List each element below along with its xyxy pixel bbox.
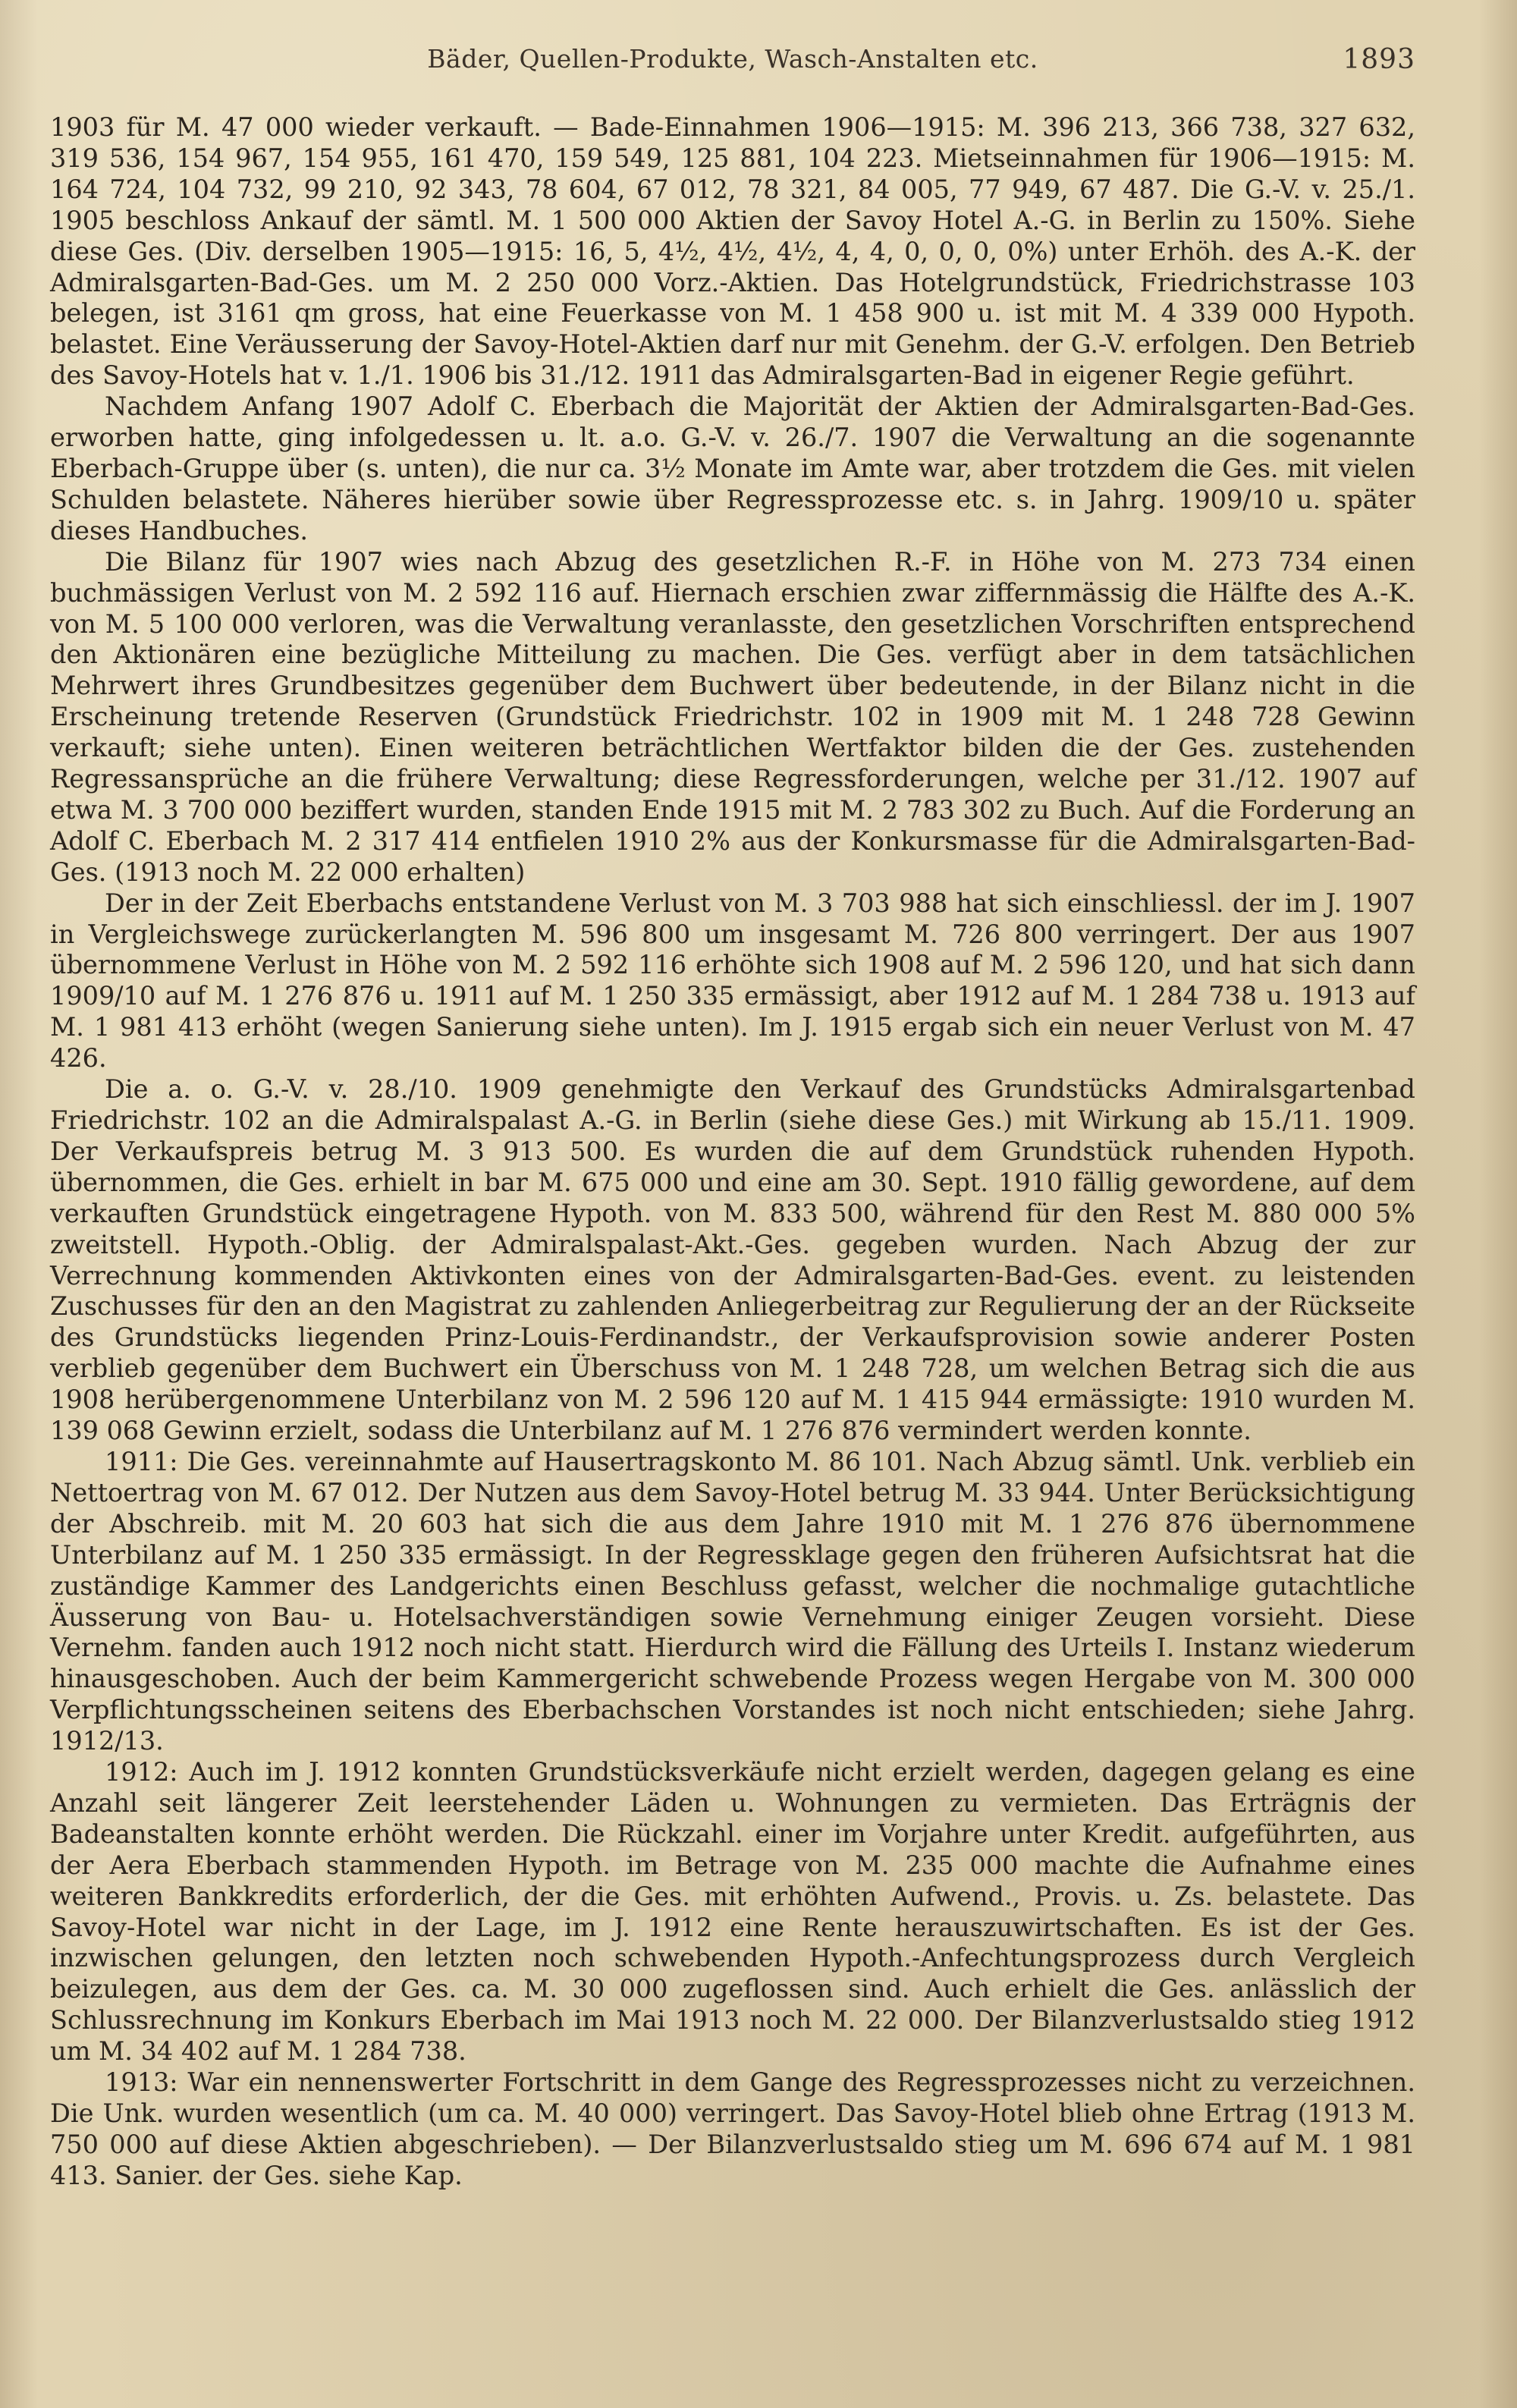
paragraph-property-sale: Die a. o. G.-V. v. 28./10. 1909 genehmigte den Verkauf des Grundstücks Admiralsgartenbad Friedrichstr. 102 an die Admiralspalast A.-G. in Berlin (siehe diese Ges.) mit Wirkung ab 15./11. 1909. Der Verkaufspreis betrug M. 3 913 500. Es wurden die auf dem Grundstück ruhenden Hypoth. übernommen, die Ges. erhielt in bar M. 675 000 und eine am 30. Sept. 1910 fällig gewordene, auf dem verkauften Grundstück eingetragene Hypoth. von M. 833 500, während für den Rest M. 880 000 5% zweitstell. Hypoth.-Oblig. der Admiralspalast-Akt.-Ges. gegeben wurden. Nach Abzug der zur Verrechnung kommenden Aktivkonten eines von der Admiralsgarten-Bad-Ges. event. zu leistenden Zuschusses für den an den Magistrat zu zahlenden Anliegerbeitrag zur Regulierung der an der Rückseite des Grundstücks liegenden Prinz-Louis-Ferdinandstr., der Verkaufsprovision sowie anderer Posten verblieb gegenüber dem Buchwert ein Überschuss von M. 1 248 728, um welchen Betrag sich die aus 1908 herübergenommene Unterbilanz von M. 2 596 120 auf M. 1 415 944 ermässigte: 1910 wurden M. 139 068 Gewinn erzielt, sodass die Unterbilanz auf M. 1 276 876 vermindert werden konnte. [50, 1074, 1415, 1446]
page-number: 1893 [1343, 44, 1415, 75]
body-text [50, 112, 1415, 2192]
paragraph-balance-1907: Die Bilanz für 1907 wies nach Abzug des gesetzlichen R.-F. in Höhe von M. 273 734 einen buchmässigen Verlust von M. 2 592 116 auf. Hiernach erschien zwar ziffernmässig die Hälfte des A.-K. von M. 5 100 000 verloren, was die Verwaltung veranlasste, den gesetzlichen Vorschriften entsprechend den Aktionären eine bezügliche Mitteilung zu machen. Die Ges. verfügt aber in dem tatsächlichen Mehrwert ihres Grundbesitzes gegenüber dem Buchwert über bedeutende, in der Bilanz nicht in die Erscheinung tretende Reserven (Grundstück Friedrichstr. 102 in 1909 mit M. 1 248 728 Gewinn verkauft; siehe unten). Einen weiteren beträchtlichen Wertfaktor bilden die der Ges. zustehenden Regressansprüche an die frühere Verwaltung; diese Regressforderungen, welche per 31./12. 1907 auf etwa M. 3 700 000 beziffert wurden, standen Ende 1915 mit M. 2 783 302 zu Buch. Auf die Forderung an Adolf C. Eberbach M. 2 317 414 entfielen 1910 2% aus der Konkursmasse für die Admiralsgarten-Bad-Ges. (1913 noch M. 22 000 erhalten) [50, 546, 1415, 887]
paragraph-eberbach-loss: Der in der Zeit Eberbachs entstandene Verlust von M. 3 703 988 hat sich einschliessl. der im J. 1907 in Vergleichswege zurückerlangten M. 596 800 um insgesamt M. 726 800 verringert. Der aus 1907 übernommene Verlust in Höhe von M. 2 592 116 erhöhte sich 1908 auf M. 2 596 120, und hat sich dann 1909/10 auf M. 1 276 876 u. 1911 auf M. 1 250 335 ermässigt, aber 1912 auf M. 1 284 738 u. 1913 auf M. 1 981 413 erhöht (wegen Sanierung siehe unten). Im J. 1915 ergab sich ein neuer Verlust von M. 47 426. [50, 888, 1415, 1074]
paragraph-year-1913: 1913: War ein nennenswerter Fortschritt in dem Gange des Regressprozesses nicht zu verzeichnen. Die Unk. wurden wesentlich (um ca. M. 40 000) verringert. Das Savoy-Hotel blieb ohne Ertrag (1913 M. 750 000 auf diese Aktien abgeschrieben). — Der Bilanzverlustsaldo stieg um M. 696 674 auf M. 1 981 413. Sanier. der Ges. siehe Kap. [50, 2067, 1415, 2190]
page-header [50, 44, 1415, 90]
paragraph-bath-revenues: 1903 für M. 47 000 wieder verkauft. — Bade-Einnahmen 1906—1915: M. 396 213, 366 738, 327 632, 319 536, 154 967, 154 955, 161 470, 159 549, 125 881, 104 223. Mietseinnahmen für 1906—1915: M. 164 724, 104 732, 99 210, 92 343, 78 604, 67 012, 78 321, 84 005, 77 949, 67 487. Die G.-V. v. 25./1. 1905 beschloss Ankauf der sämtl. M. 1 500 000 Aktien der Savoy Hotel A.-G. in Berlin zu 150%. Siehe diese Ges. (Div. derselben 1905—1915: 16, 5, 4½, 4½, 4½, 4, 4, 0, 0, 0, 0%) unter Erhöh. des A.-K. der Admiralsgarten-Bad-Ges. um M. 2 250 000 Vorz.-Aktien. Das Hotelgrundstück, Friedrichstrasse 103 belegen, ist 3161 qm gross, hat eine Feuerkasse von M. 1 458 900 u. ist mit M. 4 339 000 Hypoth. belastet. Eine Veräusserung der Savoy-Hotel-Aktien darf nur mit Genehm. der G.-V. erfolgen. Den Betrieb des Savoy-Hotels hat v. 1./1. 1906 bis 31./12. 1911 das Admiralsgarten-Bad in eigener Regie geführt. [50, 112, 1415, 391]
paragraph-year-1912: 1912: Auch im J. 1912 konnten Grundstücksverkäufe nicht erzielt werden, dagegen gelang es eine Anzahl seit längerer Zeit leerstehender Läden u. Wohnungen zu vermieten. Das Erträgnis der Badeanstalten konnte erhöht werden. Die Rückzahl. einer im Vorjahre unter Kredit. aufgeführten, aus der Aera Eberbach stammenden Hypoth. im Betrage von M. 235 000 machte die Aufnahme eines weiteren Bankkredits erforderlich, der die Ges. mit erhöhten Aufwend., Provis. u. Zs. belastete. Das Savoy-Hotel war nicht in der Lage, im J. 1912 eine Rente herauszuwirtschaften. Es ist der Ges. inzwischen gelungen, den letzten noch schwebenden Hypoth.-Anfechtungsprozess durch Vergleich beizulegen, aus dem der Ges. ca. M. 30 000 zugeflossen sind. Auch erhielt die Ges. anlässlich der Schlussrechnung im Konkurs Eberbach im Mai 1913 noch M. 22 000. Der Bilanzverlustsaldo stieg 1912 um M. 34 402 auf M. 1 284 738. [50, 1757, 1415, 2067]
paragraph-eberbach-majority: Nachdem Anfang 1907 Adolf C. Eberbach die Majorität der Aktien der Admiralsgarten-Bad-Ges. erworben hatte, ging infolgedessen u. lt. a.o. G.-V. v. 26./7. 1907 die Verwaltung an die sogenannte Eberbach-Gruppe über (s. unten), die nur ca. 3½ Monate im Amte war, aber trotzdem die Ges. mit vielen Schulden belastete. Näheres hierüber sowie über Regressprozesse etc. s. in Jahrg. 1909/10 u. später dieses Handbuches. [50, 391, 1415, 545]
running-title: Bäder, Quellen-Produkte, Wasch-Anstalten etc. [427, 44, 1038, 74]
paragraph-year-1911: 1911: Die Ges. vereinnahmte auf Hausertragskonto M. 86 101. Nach Abzug sämtl. Unk. verblieb ein Nettoertrag von M. 67 012. Der Nutzen aus dem Savoy-Hotel betrug M. 33 944. Unter Berücksichtigung der Abschreib. mit M. 20 603 hat sich die aus dem Jahre 1910 mit M. 1 276 876 übernommene Unterbilanz auf M. 1 250 335 ermässigt. In der Regressklage gegen den früheren Aufsichtsrat hat die zuständige Kammer des Landgerichts einen Beschluss gefasst, welcher die nochmalige gutachtliche Äusserung von Bau- u. Hotelsachverständigen sowie Vernehmung einiger Zeugen vorsieht. Diese Vernehm. fanden auch 1912 noch nicht statt. Hierdurch wird die Fällung des Urteils I. Instanz wiederum hinausgeschoben. Auch der beim Kammergericht schwebende Prozess wegen Hergabe von M. 300 000 Verpflichtungsscheinen seitens des Eberbachschen Vorstandes ist noch nicht entschieden; siehe Jahrg. 1912/13. [50, 1446, 1415, 1756]
